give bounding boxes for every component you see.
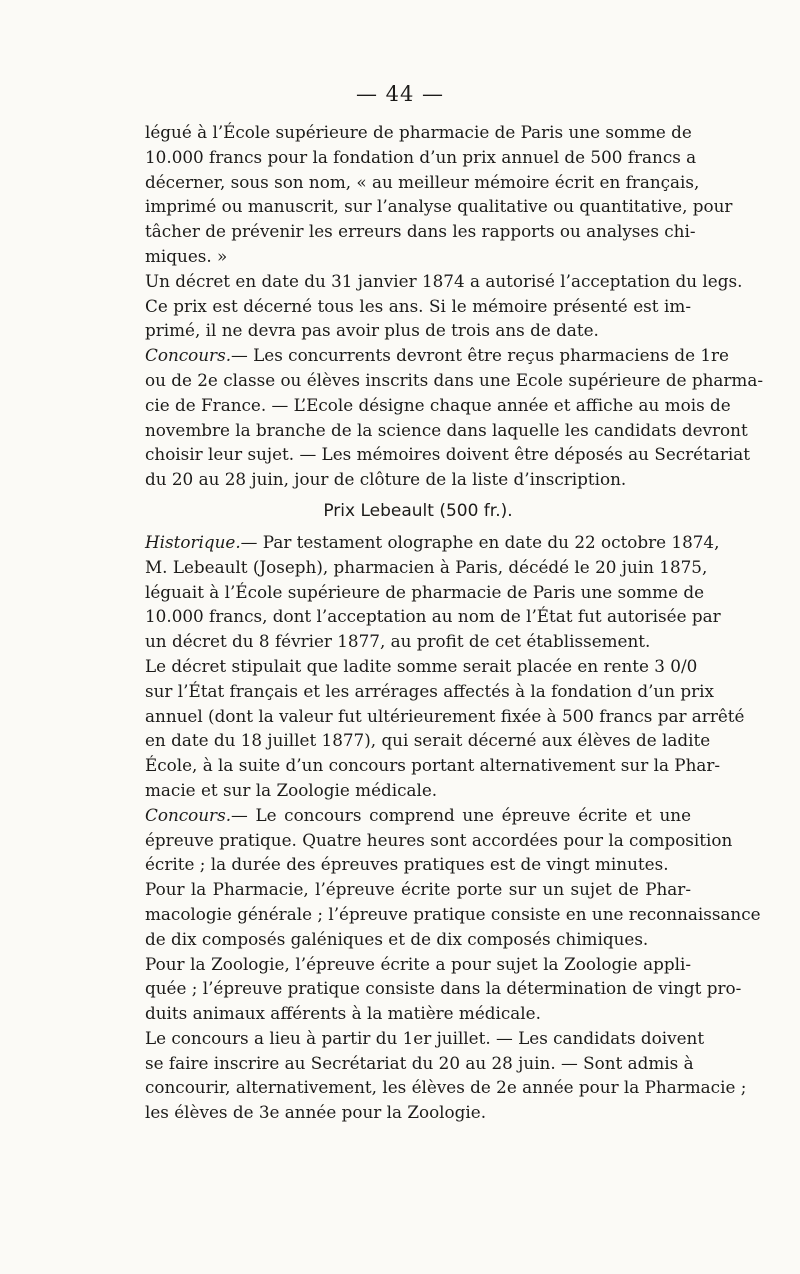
text-line	[145, 803, 691, 828]
text-line: quée ; l’épreuve pratique consiste dans la détermination de vingt pro-	[145, 978, 742, 999]
text-line: légué à l’École supérieure de pharmacie de Paris une somme de	[145, 122, 692, 142]
text-line: en date du 18 juillet 1877), qui serait décerné aux élèves de ladite	[145, 730, 711, 751]
paragraph-lead: Historique.	[145, 531, 241, 552]
text-line: 10.000 francs pour la fondation d’un prix annuel de 500 francs a	[145, 146, 697, 167]
text-line: écrite ; la durée des épreuves pratiques est de vingt minutes.	[145, 854, 669, 875]
text-line: annuel (dont la valeur fut ultérieurement fixée à 500 francs par arrêté	[145, 705, 745, 726]
text-fragment: — Le concours comprend une épreuve écrite et une	[231, 804, 691, 825]
text-line: M. Lebeault (Joseph), pharmacien à Paris, décédé le 20 juin 1875,	[145, 556, 708, 577]
paragraph-lead: Concours.	[145, 345, 232, 366]
text-line: Le décret stipulait que ladite somme serait placée en rente 3 0/0	[145, 655, 698, 676]
text-line: Pour la Zoologie, l’épreuve écrite a pour sujet la Zoologie appli-	[145, 953, 691, 974]
text-line	[145, 343, 729, 368]
text-line: cie de France. — L’Ecole désigne chaque année et affiche au mois de	[145, 394, 731, 415]
text-line: Un décret en date du 31 janvier 1874 a autorisé l’acceptation du legs.	[145, 270, 743, 291]
text-line: macie et sur la Zoologie médicale.	[145, 779, 438, 800]
text-line: novembre la branche de la science dans laquelle les candidats devront	[145, 419, 748, 440]
text-line: École, à la suite d’un concours portant alternativement sur la Phar-	[145, 755, 721, 776]
text-line	[145, 530, 720, 555]
text-line: décerner, sous son nom, « au meilleur mémoire écrit en français,	[145, 171, 700, 192]
text-line: les élèves de 3e année pour la Zoologie.	[145, 1102, 487, 1123]
text-line: Ce prix est décerné tous les ans. Si le mémoire présenté est im-	[145, 295, 691, 316]
text-line: épreuve pratique. Quatre heures sont accordées pour la composition	[145, 829, 733, 850]
paragraph-lead: Concours.	[145, 804, 232, 825]
text-line: miques. »	[145, 245, 228, 266]
text-line: 10.000 francs, dont l’acceptation au nom de l’État fut autorisée par	[145, 606, 721, 627]
text-line: imprimé ou manuscrit, sur l’analyse qualitative ou quantitative, pour	[145, 196, 733, 217]
text-line: un décret du 8 février 1877, au profit de cet établissement.	[145, 631, 651, 652]
text-line: choisir leur sujet. — Les mémoires doivent être déposés au Secrétariat	[145, 444, 750, 465]
text-line: sur l’État français et les arrérages affectés à la fondation d’un prix	[145, 680, 714, 701]
text-fragment: — Par testament olographe en date du 22 octobre 1874,	[240, 531, 720, 552]
text-fragment: — Les concurrents devront être reçus pharmaciens de 1re	[231, 345, 729, 366]
text-line: tâcher de prévenir les erreurs dans les rapports ou analyses chi-	[145, 221, 696, 242]
text-line: se faire inscrire au Secrétariat du 20 au 28 juin. — Sont admis à	[145, 1052, 694, 1073]
text-line: primé, il ne devra pas avoir plus de trois ans de date.	[145, 320, 599, 341]
text-line: Le concours a lieu à partir du 1er juillet. — Les candidats doivent	[145, 1027, 705, 1048]
text-line: du 20 au 28 juin, jour de clôture de la liste d’inscription.	[145, 469, 627, 490]
text-line: ou de 2e classe ou élèves inscrits dans une Ecole supérieure de pharma-	[145, 369, 763, 390]
text-line: macologie générale ; l’épreuve pratique consiste en une reconnaissance	[145, 903, 761, 924]
body-text	[145, 120, 763, 1125]
text-line: concourir, alternativement, les élèves de 2e année pour la Pharmacie ;	[145, 1077, 747, 1098]
text-line: de dix composés galéniques et de dix composés chimiques.	[145, 928, 649, 949]
text-line: duits animaux afférents à la matière médicale.	[145, 1003, 541, 1024]
section-heading: Prix Lebeault (500 fr.).	[323, 500, 513, 521]
text-line: Pour la Pharmacie, l’épreuve écrite porte sur un sujet de Phar-	[145, 879, 691, 900]
page-number: — 44 —	[355, 82, 445, 106]
text-line: léguait à l’École supérieure de pharmacie de Paris une somme de	[145, 581, 705, 602]
